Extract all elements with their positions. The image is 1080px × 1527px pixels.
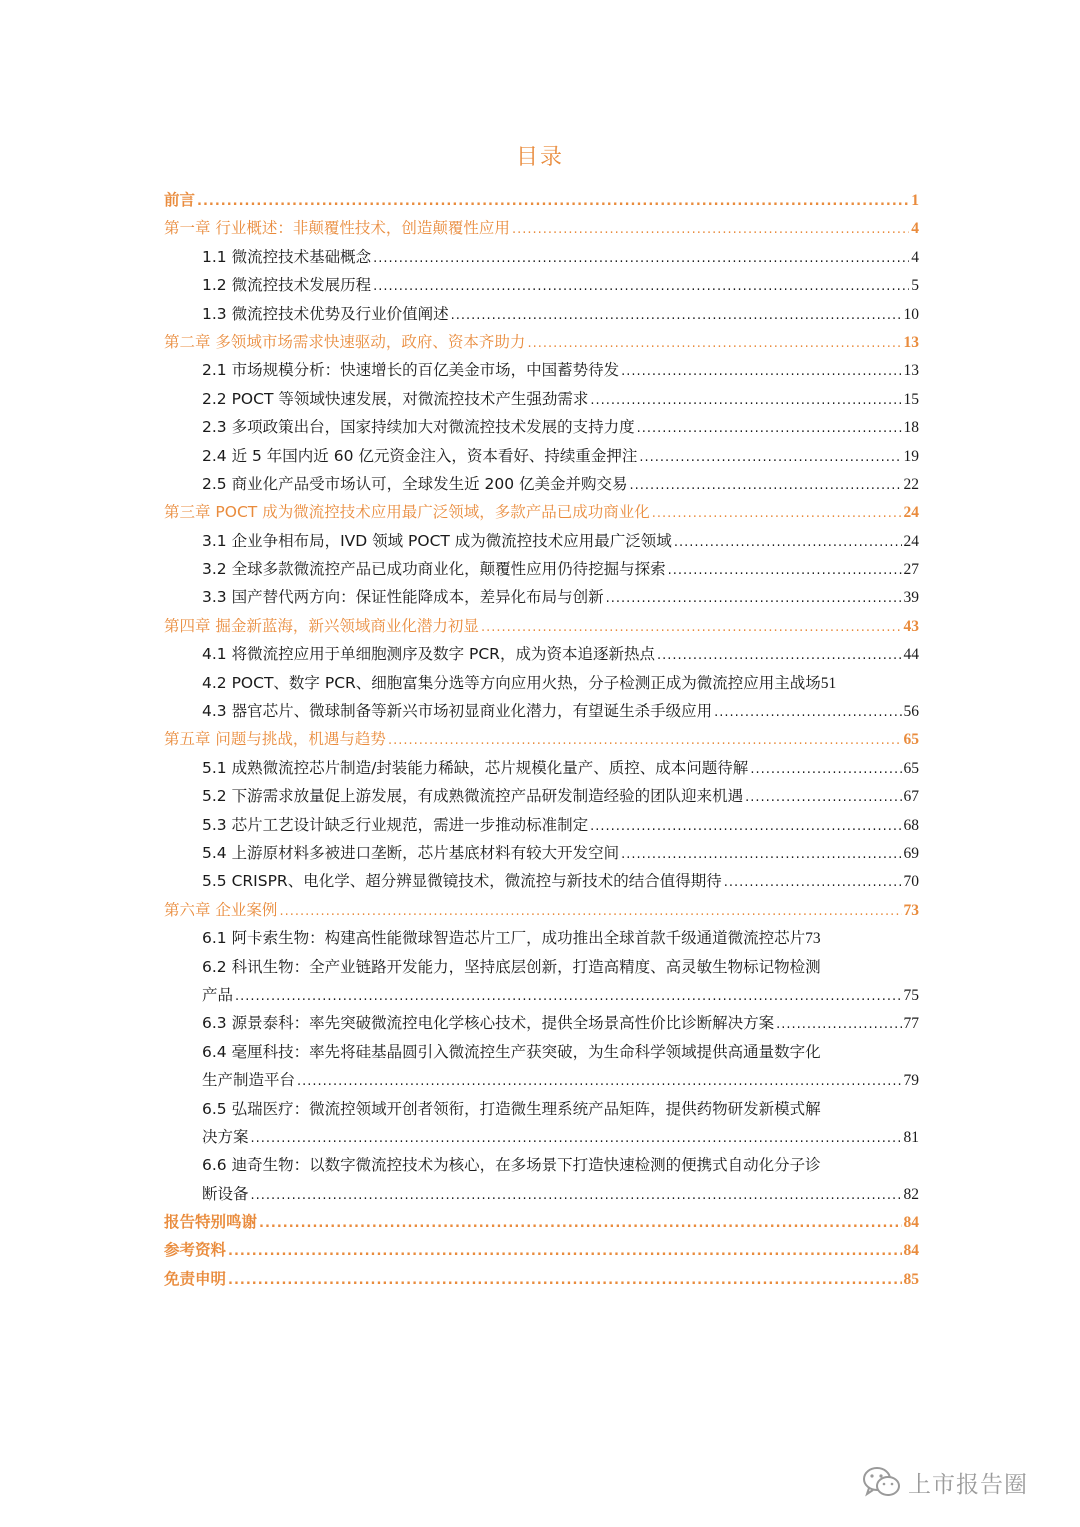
toc-entry-text-continued: 生产制造平台: [202, 1071, 296, 1090]
toc-entry-text: 第五章 问题与挑战，机遇与趋势: [164, 730, 386, 749]
leader-dots: [251, 1125, 902, 1153]
toc-subsection-link[interactable]: [202, 413, 919, 441]
toc-entry-text: 6.6 迪奇生物：以数字微流控技术为核心，在多场景下打造快速检测的便携式自动化分子诊: [202, 1156, 821, 1175]
toc-page-number: 67: [903, 788, 919, 806]
toc-entry-text: 前言: [164, 191, 196, 209]
toc-page-number: 81: [903, 1128, 919, 1146]
toc-subsection-link[interactable]: [202, 953, 919, 1010]
toc-entry-text: 4.1 将微流控应用于单细胞测序及数字 PCR，成为资本追逐新热点: [202, 645, 655, 664]
toc-entry-text: 参考资料: [164, 1241, 227, 1260]
leader-dots: [512, 216, 909, 244]
toc-page-number: 84: [903, 1242, 919, 1260]
toc-subsection-link[interactable]: [202, 385, 919, 413]
toc-subsection-link[interactable]: [202, 867, 919, 895]
toc-subsection-link[interactable]: [202, 754, 919, 782]
toc-subsection-link[interactable]: [202, 1095, 919, 1152]
toc-subsection-link[interactable]: [202, 782, 919, 810]
brand-name: 上市报告圈: [908, 1471, 1028, 1498]
toc-page-number: 5: [911, 277, 919, 295]
leader-dots: [630, 472, 902, 500]
toc-entry-text: 1.3 微流控技术优势及行业价值阐述: [202, 304, 449, 323]
toc-entry-text: 第四章 掘金新蓝海，新兴领域商业化潜力初显: [164, 616, 479, 635]
toc-page-number: 44: [903, 646, 919, 664]
leader-dots: [228, 1267, 901, 1295]
toc-page-number: 27: [903, 561, 919, 579]
leader-dots: [621, 358, 901, 386]
toc-entry-text: 2.3 多项政策出台，国家持续加大对微流控技术发展的支持力度: [202, 418, 635, 437]
toc-page-number: 65: [903, 731, 919, 749]
toc-entry-text-continued: 产品: [202, 985, 234, 1004]
leader-dots: [750, 756, 901, 784]
toc-page-number: 19: [903, 447, 919, 465]
toc-subsection-link[interactable]: [202, 1151, 919, 1208]
leader-dots: [481, 614, 902, 642]
toc-page-number: 79: [903, 1072, 919, 1090]
leader-dots: [228, 1238, 901, 1266]
toc-chapter-link[interactable]: [164, 896, 919, 924]
toc-entry-text: 5.3 芯片工艺设计缺乏行业规范，需进一步推动标准制定: [202, 815, 589, 834]
watermark-logo: [862, 1462, 1028, 1502]
toc-page-number: 4: [911, 220, 919, 238]
toc-page-number: 24: [903, 532, 919, 550]
toc-page-number: 39: [903, 589, 919, 607]
toc-page-number: 13: [903, 333, 919, 351]
toc-entry-text-continued: 断设备: [202, 1184, 249, 1203]
toc-subsection-link[interactable]: [202, 442, 919, 470]
toc-chapter-link[interactable]: [164, 612, 919, 640]
leader-dots: [251, 1182, 902, 1210]
toc-entry-text: 免责申明: [164, 1269, 227, 1288]
toc-page-number: 73: [805, 930, 821, 948]
toc-page-number: 13: [903, 362, 919, 380]
toc-chapter-link[interactable]: [164, 725, 919, 753]
toc-entry-text: 5.5 CRISPR、电化学、超分辨显微镜技术，微流控与新技术的结合值得期待: [202, 872, 722, 891]
leader-dots: [590, 387, 901, 415]
leader-dots: [652, 500, 902, 528]
table-of-contents: [164, 186, 919, 1293]
toc-entry-text: 5.4 上游原材料多被进口垄断，芯片基底材料有较大开发空间: [202, 843, 620, 862]
wechat-icon: [862, 1465, 902, 1499]
toc-section-link[interactable]: [164, 186, 919, 214]
toc-entry-text: 第一章 行业概述：非颠覆性技术，创造颠覆性应用: [164, 219, 510, 238]
toc-page-number: 82: [903, 1185, 919, 1203]
toc-subsection-link[interactable]: [202, 669, 919, 697]
leader-dots: [297, 1068, 901, 1096]
toc-entry-text: 4.3 器官芯片、微球制备等新兴市场初显商业化潜力，有望诞生杀手级应用: [202, 702, 713, 721]
leader-dots: [197, 188, 909, 216]
leader-dots: [668, 557, 902, 585]
toc-entry-text: 2.4 近 5 年国内近 60 亿元资金注入，资本看好、持续重金押注: [202, 446, 638, 465]
toc-subsection-link[interactable]: [202, 243, 919, 271]
toc-section-link[interactable]: [164, 1265, 919, 1293]
toc-chapter-link[interactable]: [164, 328, 919, 356]
toc-page-number: 51: [820, 674, 837, 692]
leader-dots: [373, 245, 909, 273]
toc-page-number: 15: [903, 390, 919, 408]
leader-dots: [621, 841, 901, 869]
toc-subsection-link[interactable]: [202, 271, 919, 299]
toc-subsection-link[interactable]: [202, 1009, 919, 1037]
toc-page-number: 68: [903, 816, 919, 834]
toc-subsection-link[interactable]: [202, 356, 919, 384]
toc-entry-text: 6.3 源景泰科：率先突破微流控电化学核心技术，提供全场景高性价比诊断解决方案: [202, 1014, 775, 1033]
leader-dots: [590, 813, 901, 841]
toc-section-link[interactable]: [164, 1236, 919, 1264]
toc-page-number: 43: [903, 617, 919, 635]
toc-entry-text: 6.4 毫厘科技：率先将硅基晶圆引入微流控生产获突破，为生命科学领域提供高通量数字化: [202, 1042, 821, 1061]
toc-entry-text: 报告特别鸣谢: [164, 1213, 258, 1232]
leader-dots: [724, 869, 902, 897]
toc-chapter-link[interactable]: [164, 214, 919, 242]
toc-chapter-link[interactable]: [164, 498, 919, 526]
leader-dots: [606, 585, 902, 613]
toc-entry-text: 2.5 商业化产品受市场认可，全球发生近 200 亿美金并购交易: [202, 474, 628, 493]
leader-dots: [451, 302, 902, 330]
toc-entry-text: 2.1 市场规模分析：快速增长的百亿美金市场，中国蓄势待发: [202, 361, 620, 380]
toc-subsection-link[interactable]: [202, 697, 919, 725]
toc-entry-text: 第三章 POCT 成为微流控技术应用最广泛领域，多款产品已成功商业化: [164, 503, 650, 522]
toc-entry-text: 6.2 科讯生物：全产业链路开发能力，坚持底层创新，打造高精度、高灵敏生物标记物检测: [202, 957, 821, 976]
toc-page-number: 84: [903, 1214, 919, 1232]
toc-entry-text: 第六章 企业案例: [164, 900, 278, 919]
toc-subsection-link[interactable]: [202, 1038, 919, 1095]
toc-subsection-link[interactable]: [202, 583, 919, 611]
leader-dots: [235, 983, 901, 1011]
toc-entry-text: 3.3 国产替代两方向：保证性能降成本，差异化布局与创新: [202, 588, 604, 607]
leader-dots: [279, 898, 901, 926]
toc-entry-text: 1.1 微流控技术基础概念: [202, 247, 372, 266]
toc-section-link[interactable]: [164, 1208, 919, 1236]
toc-page-number: 77: [903, 1015, 919, 1033]
toc-subsection-link[interactable]: [202, 640, 919, 668]
toc-page-number: 69: [903, 844, 919, 862]
toc-page-number: 4: [911, 248, 919, 266]
leader-dots: [259, 1210, 901, 1238]
toc-entry-text: 3.1 企业争相布局，IVD 领域 POCT 成为微流控技术应用最广泛领域: [202, 531, 672, 550]
leader-dots: [637, 415, 902, 443]
toc-entry-text: 4.2 POCT、数字 PCR、细胞富集分选等方向应用火热，分子检测正成为微流控应用主战场: [202, 673, 821, 692]
toc-subsection-link[interactable]: [202, 470, 919, 498]
leader-dots: [714, 699, 901, 727]
toc-subsection-link[interactable]: [202, 811, 919, 839]
leader-dots: [674, 529, 902, 557]
toc-entry-text: 3.2 全球多款微流控产品已成功商业化，颠覆性应用仍待挖掘与探索: [202, 560, 666, 579]
toc-subsection-link[interactable]: [202, 924, 919, 952]
toc-page-number: 70: [903, 873, 919, 891]
toc-page-number: 24: [903, 504, 919, 522]
leader-dots: [388, 727, 902, 755]
toc-page-number: 75: [903, 986, 919, 1004]
leader-dots: [527, 330, 901, 358]
toc-entry-text: 6.1 阿卡索生物：构建高性能微球智造芯片工厂，成功推出全球首款千级通道微流控芯片: [202, 929, 806, 948]
toc-entry-text: 第二章 多领域市场需求快速驱动，政府、资本齐助力: [164, 332, 526, 351]
toc-subsection-link[interactable]: [202, 839, 919, 867]
toc-page-number: 22: [903, 475, 919, 493]
toc-entry-text-continued: 决方案: [202, 1127, 249, 1146]
leader-dots: [776, 1011, 901, 1039]
leader-dots: [639, 444, 901, 472]
leader-dots: [745, 784, 901, 812]
toc-entry-text: 5.1 成熟微流控芯片制造/封装能力稀缺，芯片规模化量产、质控、成本问题待解: [202, 758, 749, 777]
toc-page-number: 10: [903, 305, 919, 323]
toc-entry-text: 1.2 微流控技术发展历程: [202, 276, 372, 295]
toc-page-number: 18: [903, 419, 919, 437]
toc-entry-text: 5.2 下游需求放量促上游发展，有成熟微流控产品研发制造经验的团队迎来机遇: [202, 787, 744, 806]
toc-subsection-link[interactable]: [202, 527, 919, 555]
toc-entry-text: 6.5 弘瑞医疗：微流控领域开创者领衔，打造微生理系统产品矩阵，提供药物研发新模式解: [202, 1099, 821, 1118]
toc-page-number: 1: [911, 192, 919, 209]
toc-subsection-link[interactable]: [202, 300, 919, 328]
toc-page-number: 73: [903, 901, 919, 919]
toc-page-number: 85: [903, 1270, 919, 1288]
leader-dots: [373, 273, 909, 301]
toc-subsection-link[interactable]: [202, 555, 919, 583]
toc-title: 目录: [515, 145, 564, 170]
toc-page-number: 56: [903, 703, 919, 721]
toc-entry-text: 2.2 POCT 等领域快速发展，对微流控技术产生强劲需求: [202, 389, 589, 408]
toc-page-number: 65: [903, 759, 919, 777]
leader-dots: [657, 642, 902, 670]
